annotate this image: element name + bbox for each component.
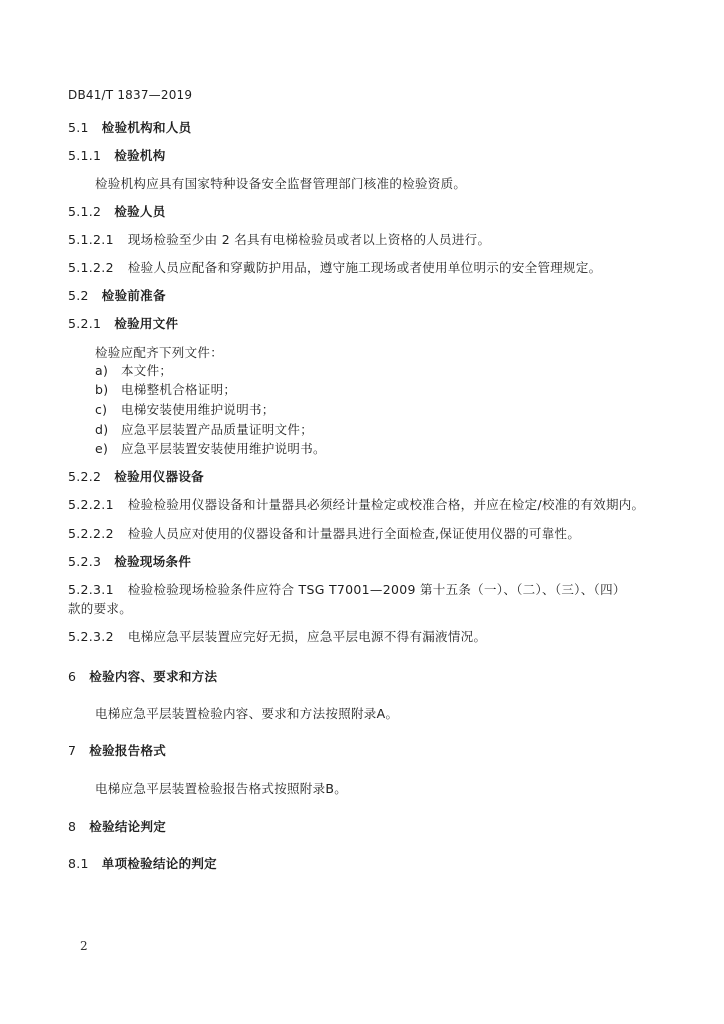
section-title: 检验内容、要求和方法 <box>89 669 218 684</box>
heading-8-1 <box>68 856 217 872</box>
paragraph-7: 电梯应急平层装置检验报告格式按照附录B。 <box>95 781 348 796</box>
paragraph-6: 电梯应急平层装置检验内容、要求和方法按照附录A。 <box>95 706 399 721</box>
list-marker: c) <box>95 402 108 417</box>
list-item <box>95 402 275 418</box>
document-code: DB41/T 1837—2019 <box>68 88 193 102</box>
clause-5-1-2-1 <box>68 232 490 248</box>
clause-text: 电梯应急平层装置应完好无损，应急平层电源不得有漏液情况。 <box>127 629 487 644</box>
section-number: 5.1.2 <box>68 204 102 219</box>
section-number: 5.2.1 <box>68 316 102 331</box>
list-item <box>95 382 236 398</box>
clause-text: 检验检验用仪器设备和计量器具必须经计量检定或校准合格，并应在检定/校准的有效期内。 <box>127 497 645 512</box>
section-number: 5.2.2 <box>68 469 102 484</box>
clause-5-2-3-1 <box>68 582 626 598</box>
section-title: 检验现场条件 <box>114 554 192 569</box>
list-item <box>95 363 172 379</box>
heading-5-1-2 <box>68 204 166 220</box>
list-item-text: 应急平层装置产品质量证明文件； <box>121 422 314 437</box>
page-number: 2 <box>80 939 88 953</box>
list-item <box>95 422 313 438</box>
clause-number: 5.2.2.1 <box>68 497 114 512</box>
clause-5-1-2-2 <box>68 260 601 276</box>
section-number: 5.1.1 <box>68 148 102 163</box>
clause-number: 5.2.3.2 <box>68 629 114 644</box>
section-title: 检验人员 <box>114 204 166 219</box>
section-title: 检验用文件 <box>114 316 179 331</box>
clause-text: 检验人员应配备和穿戴防护用品，遵守施工现场或者使用单位明示的安全管理规定。 <box>127 260 602 275</box>
heading-8 <box>68 819 166 835</box>
clause-5-2-3-1-continued: 款的要求。 <box>68 601 133 616</box>
clause-5-2-2-2 <box>68 526 580 542</box>
list-marker: b) <box>95 382 109 397</box>
paragraph-5-1-1: 检验机构应具有国家特种设备安全监督管理部门核准的检验资质。 <box>95 176 467 191</box>
section-number: 5.1 <box>68 120 89 135</box>
section-title: 检验机构 <box>114 148 166 163</box>
section-number: 7 <box>68 743 77 758</box>
section-number: 5.2.3 <box>68 554 102 569</box>
section-title: 检验机构和人员 <box>101 120 192 135</box>
clause-number: 5.1.2.1 <box>68 232 114 247</box>
section-title: 单项检验结论的判定 <box>101 856 217 871</box>
section-title: 检验前准备 <box>101 288 166 303</box>
list-intro: 检验应配齐下列文件： <box>95 345 224 360</box>
section-title: 检验报告格式 <box>89 743 167 758</box>
list-item <box>95 441 326 457</box>
section-number: 8 <box>68 819 77 834</box>
heading-5-1 <box>68 120 191 136</box>
clause-5-2-3-2 <box>68 629 486 645</box>
section-number: 5.2 <box>68 288 89 303</box>
list-item-text: 电梯整机合格证明； <box>121 382 237 397</box>
section-number: 8.1 <box>68 856 89 871</box>
section-title: 检验结论判定 <box>89 819 167 834</box>
list-marker: a) <box>95 363 109 378</box>
list-item-text: 本文件； <box>121 363 173 378</box>
heading-5-1-1 <box>68 148 166 164</box>
clause-5-2-2-1 <box>68 497 644 513</box>
list-marker: d) <box>95 422 109 437</box>
heading-5-2-2 <box>68 469 204 485</box>
heading-5-2-1 <box>68 316 178 332</box>
heading-6 <box>68 669 217 685</box>
heading-5-2-3 <box>68 554 191 570</box>
clause-number: 5.2.3.1 <box>68 582 114 597</box>
list-item-text: 电梯安装使用维护说明书； <box>121 402 275 417</box>
list-item-text: 应急平层装置安装使用维护说明书。 <box>121 441 326 456</box>
clause-text: 检验检验现场检验条件应符合 TSG T7001—2009 第十五条（一）、（二）、（三）、（四） <box>127 582 626 597</box>
clause-number: 5.2.2.2 <box>68 526 114 541</box>
clause-number: 5.1.2.2 <box>68 260 114 275</box>
clause-text: 检验人员应对使用的仪器设备和计量器具进行全面检查,保证使用仪器的可靠性。 <box>127 526 581 541</box>
heading-7 <box>68 743 166 759</box>
heading-5-2 <box>68 288 166 304</box>
list-marker: e) <box>95 441 109 456</box>
clause-text: 现场检验至少由 2 名具有电梯检验员或者以上资格的人员进行。 <box>127 232 491 247</box>
section-number: 6 <box>68 669 77 684</box>
section-title: 检验用仪器设备 <box>114 469 204 484</box>
